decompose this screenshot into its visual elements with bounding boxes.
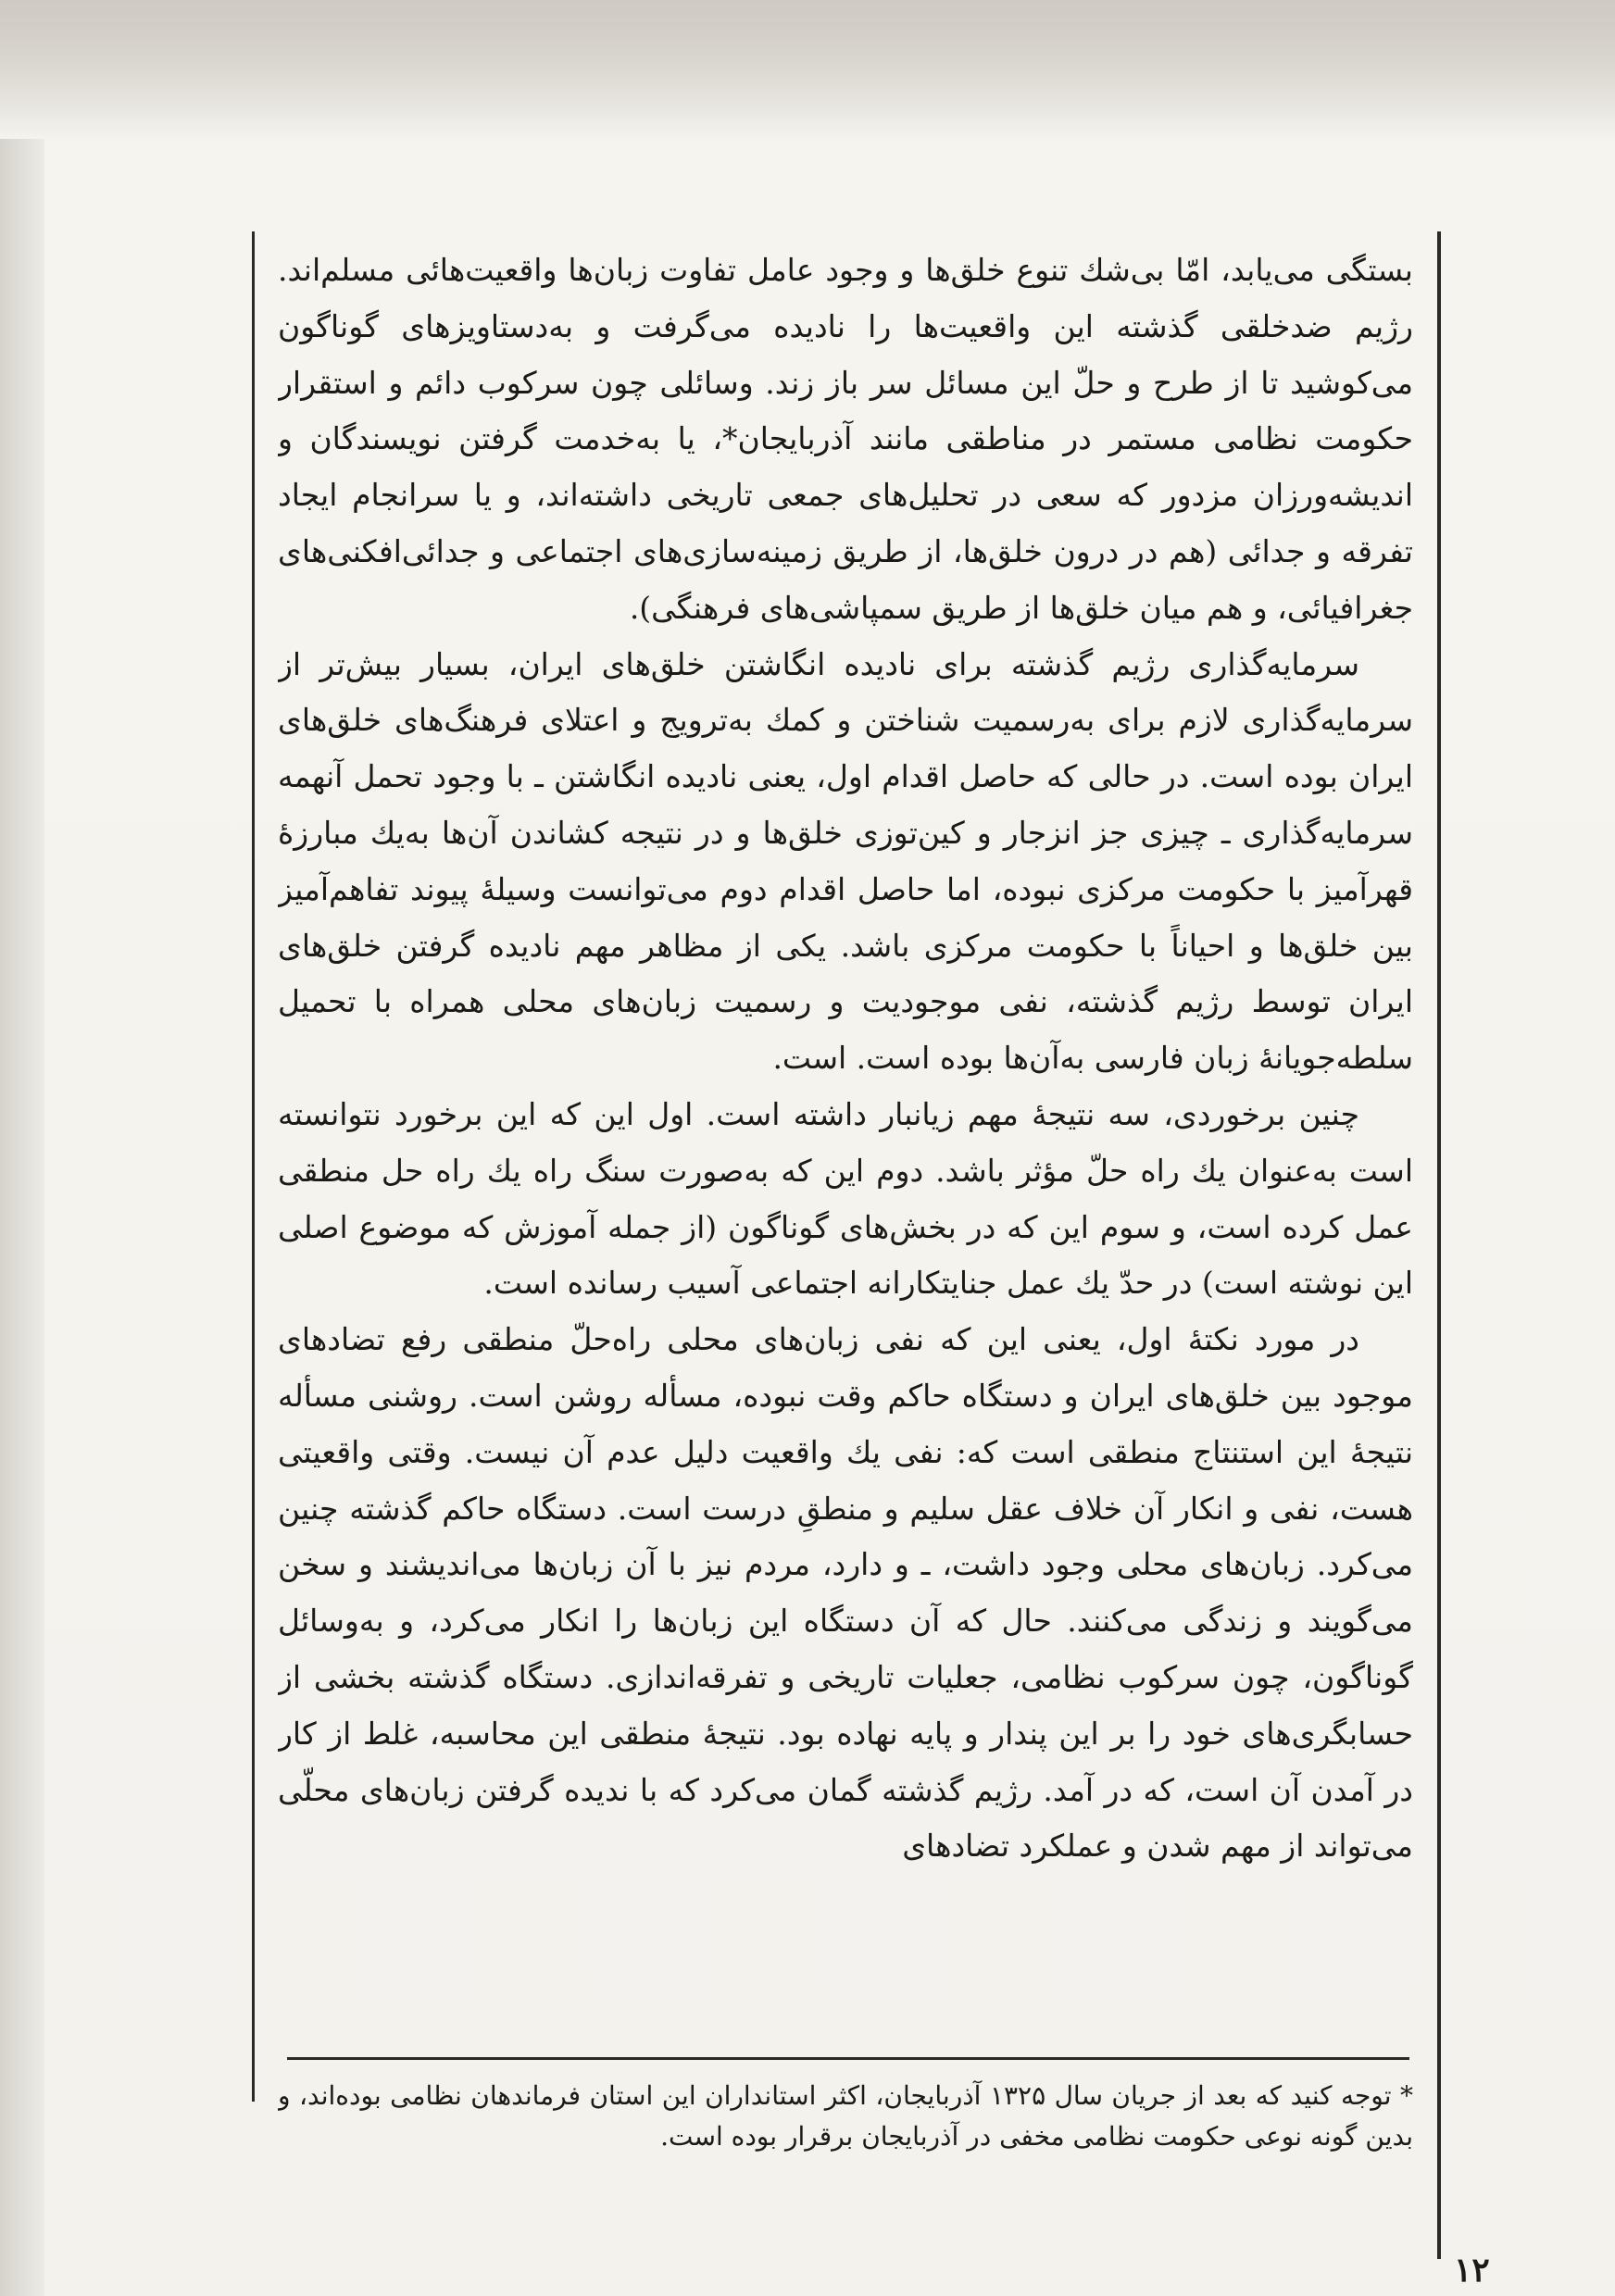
paragraph-4: در مورد نکتهٔ اول، یعنی این که نفی زبان‌های محلی راه‌حلّ منطقی رفع تضادهای موجود بین خلق‌های ایران و دستگاه حاکم وقت نبوده، مسأله روشن است. روشنی مسأله نتیجهٔ این استنتاج منطقی است که: نفی یك واقعیت دلیل عدم آن نیست. وقتی واقعیتی هست، نفی و انکار آن خلاف عقل سلیم و منطقِ درست است. دستگاه حاکم گذشته چنین می‌کرد. زبان‌های محلی وجود داشت، ـ و دارد، مردم نیز با آن زبان‌ها می‌اندیشند و سخن می‌گویند و زندگی می‌کنند. حال که آن دستگاه این زبان‌ها را انکار می‌کرد، و به‌وسائل گوناگون، چون سرکوب نظامی، جعلیات تاریخی و تفرقه‌اندازی. دستگاه گذشته بخشی از حسابگری‌های خود را بر این پندار و پایه نهاده بود. نتیجهٔ منطقی این محاسبه، غلط از کار در آمدن آن است، که در آمد. رژیم گذشته گمان می‌کرد که با ندیده گرفتن زبان‌های محلّی می‌تواند از مهم شدن و عملکرد تضادهای: [278, 1321, 1413, 1865]
paragraph-2: سرمایه‌گذاری رژیم گذشته برای نادیده انگاشتن خلق‌های ایران، بسیار بیش‌تر از سرمایه‌گذاری لازم برای به‌رسمیت شناختن و کمك به‌ترویج و اعتلای فرهنگ‌های خلق‌های ایران بوده است. در حالی که حاصل اقدام اول، یعنی نادیده انگاشتن ـ با وجود تحمل آنهمه سرمایه‌گذاری ـ چیزی جز انزجار و کین‌توزی خلق‌ها و در نتیجه کشاندن آن‌ها به‌یك مبارزهٔ قهرآمیز با حکومت مرکزی نبوده، اما حاصل اقدام دوم می‌توانست وسیلهٔ پیوند تفاهم‌آمیز بین خلق‌ها و احیاناً با حکومت مرکزی باشد. یکی از مظاهر مهم نادیده گرفتن خلق‌های ایران توسط رژیم گذشته، نفی موجودیت و رسمیت زبان‌های محلی همراه با تحمیل سلطه‌جویانهٔ زبان فارسی به‌آن‌ها بوده است. است.: [278, 645, 1413, 1077]
right-margin-rule: [1437, 231, 1441, 2259]
footnote-separator: [287, 2057, 1409, 2060]
footnote-text: * توجه کنید که بعد از جریان سال ۱۳۲۵ آذربایجان، اکثر استانداران این استان فرماندهان نظامی بوده‌اند، و بدین گونه نوعی حکومت نظامی مخفی در آذربایجان برقرار بوده است.: [278, 2080, 1413, 2152]
paragraph-1: بستگی می‌یابد، امّا بی‌شك تنوع خلق‌ها و وجود عامل تفاوت زبان‌ها واقعیت‌هائی مسلم‌اند. رژیم ضدخلقی گذشته این واقعیت‌ها را نادیده می‌گرفت و به‌دستاویزهای گوناگون می‌کوشید تا از طرح و حلّ این مسائل سر باز زند. وسائلی چون سرکوب دائم و استقرار حکومت نظامی مستمر در مناطقی مانند آذربایجان*، یا به‌خدمت گرفتن نویسندگان و اندیشه‌ورزان مزدور که سعی در تحلیل‌های جمعی تاریخی داشته‌اند، و یا سرانجام ایجاد تفرقه و جدائی (هم در درون خلق‌ها، از طریق زمینه‌سازی‌های اجتماعی و جدائی‌افکنی‌های جغرافیائی، و هم میان خلق‌ها از طریق سمپاشی‌های فرهنگی).: [278, 252, 1413, 626]
footnote: [278, 2076, 1413, 2168]
left-margin-rule: [252, 231, 255, 2102]
scan-top-shadow: [0, 0, 1615, 139]
page-number: ۱۲: [1454, 2251, 1490, 2290]
scan-left-edge: [0, 139, 44, 2296]
paragraph-3: چنین برخوردی، سه نتیجهٔ مهم زیانبار داشته است. اول این که این برخورد نتوانسته است به‌عنوان یك راه حلّ مؤثر باشد. دوم این که به‌صورت سنگ راه یك راه حل منطقی عمل کرده است، و سوم این که در بخش‌های گوناگون (از جمله آموزش که موضوع اصلی این نوشته است) در حدّ یك عمل جنایتکارانه اجتماعی آسیب رسانده است.: [278, 1095, 1413, 1302]
body-text: [278, 243, 1413, 2011]
